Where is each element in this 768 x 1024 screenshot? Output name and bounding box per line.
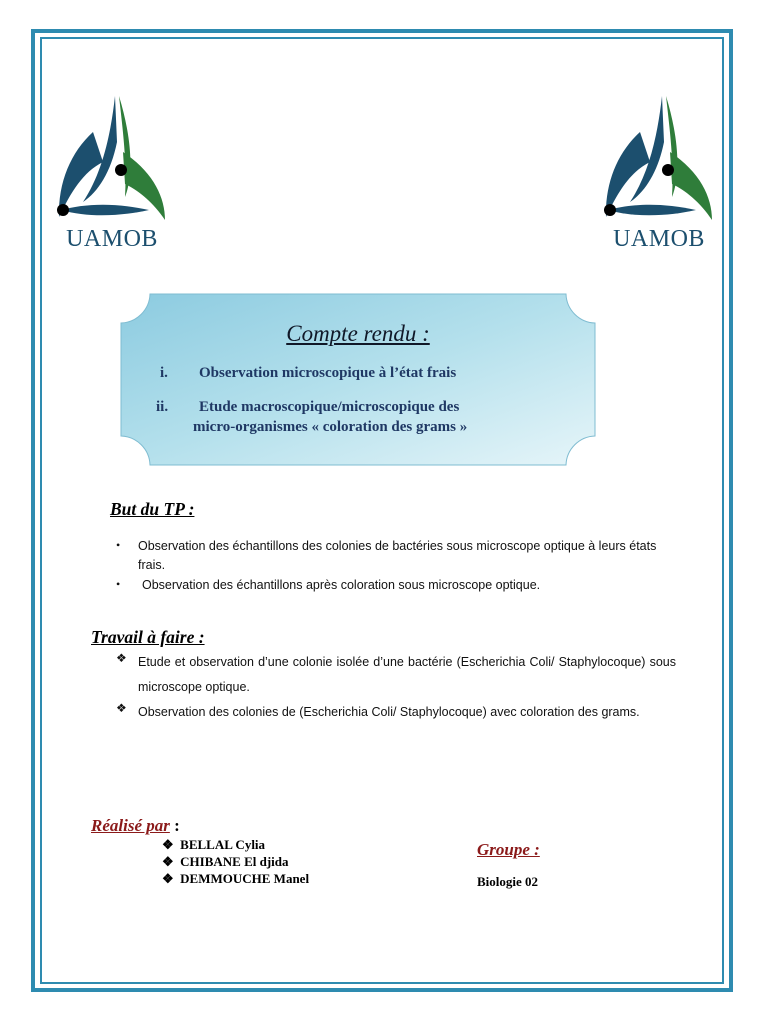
banner-item-number: ii. [156, 399, 169, 415]
groupe-heading: Groupe : [477, 840, 540, 859]
logo-text-right: UAMOB [613, 226, 705, 252]
banner-title: Compte rendu : [286, 321, 430, 346]
but-item: Observation des échantillons après coloration sous microscope optique. [142, 578, 541, 592]
bullet-icon: • [116, 538, 121, 552]
realise-par-colon: : [169, 816, 180, 835]
realise-par-heading [91, 816, 180, 836]
author-name-text: BELLAL Cylia [180, 837, 266, 852]
banner-item-text-continued: micro-organismes « coloration des grams » [193, 419, 468, 435]
banner-item-text: Etude macroscopique/microscopique des [199, 399, 460, 415]
banner-item-text: Observation microscopique à l’état frais [199, 365, 457, 381]
diamond-bullet-icon: ❖ [162, 837, 174, 852]
author-name [162, 871, 309, 887]
travail-item: Observation des colonies de (Escherichia Coli/ Staphylocoque) avec coloration des grams. [138, 705, 640, 719]
author-name [162, 837, 265, 853]
groupe-value: Biologie 02 [477, 874, 539, 889]
banner-item-number: i. [160, 365, 168, 381]
uamob-logo-right [600, 92, 718, 252]
title-banner [120, 293, 596, 466]
section-heading-but: But du TP : [110, 499, 195, 519]
uamob-emblem-icon [600, 92, 718, 227]
bullet-icon: • [116, 577, 121, 591]
but-item: Observation des échantillons des colonies de bactéries sous microscope optique à leurs états frais. [138, 539, 657, 572]
diamond-bullet-icon: ❖ [116, 651, 127, 665]
author-name-text: DEMMOUCHE Manel [180, 871, 310, 886]
diamond-bullet-icon: ❖ [162, 854, 174, 869]
uamob-emblem-icon [53, 92, 171, 227]
section-heading-travail: Travail à faire : [91, 627, 205, 647]
uamob-logo-left [53, 92, 171, 252]
diamond-bullet-icon: ❖ [162, 871, 174, 886]
logo-text-left: UAMOB [66, 226, 158, 252]
realise-par-label: Réalisé par [91, 816, 170, 835]
author-name [162, 854, 289, 870]
author-name-text: CHIBANE El djida [180, 854, 289, 869]
diamond-bullet-icon: ❖ [116, 701, 127, 715]
travail-item: Etude et observation d’une colonie isolée d’une bactérie (Escherichia Coli/ Staphylocoque) sous microscope optique. [138, 655, 676, 694]
